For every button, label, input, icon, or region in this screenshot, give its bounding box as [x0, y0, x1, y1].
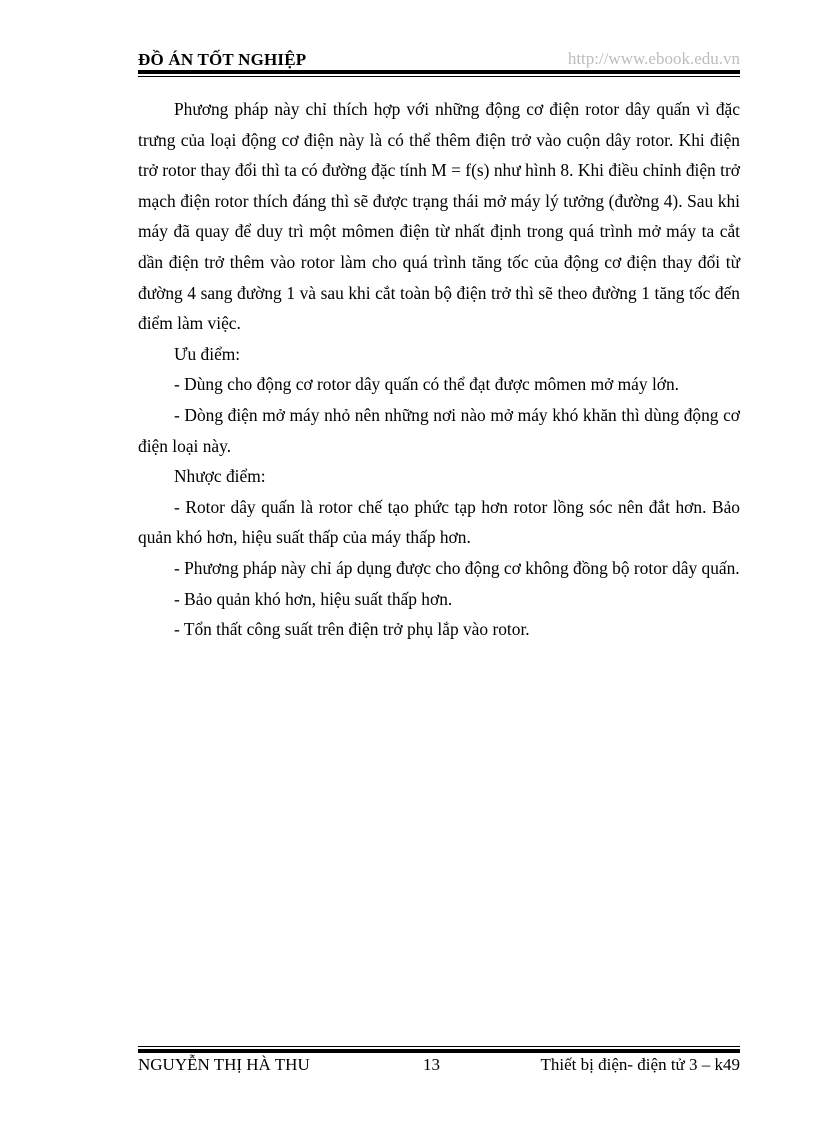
footer-course: Thiết bị điện- điện tử 3 – k49 — [540, 1055, 740, 1074]
footer-rule-thin — [138, 1046, 740, 1047]
disadvantage-item: - Rotor dây quấn là rotor chế tạo phức tạp hơn rotor lồng sóc nên đắt hơn. Bảo quản khó hơn, hiệu suất thấp của máy thấp hơn. — [138, 496, 740, 548]
disadvantage-item: - Bảo quản khó hơn, hiệu suất thấp hơn. — [174, 588, 453, 609]
footer-page-number: 13 — [423, 1055, 440, 1074]
header-rule-thin — [138, 76, 740, 77]
intro-paragraph: Phương pháp này chỉ thích hợp với những động cơ điện rotor dây quấn vì đặc trưng của loại động cơ điện này là có thể thêm điện trở vào cuộn dây rotor. Khi điện trở rotor thay đổi thì ta có đường đặc tính M = f(s) như hình 8. Khi điều chỉnh điện trở mạch điện rotor thích đáng thì sẽ được trạng thái mở máy lý tưởng (đường 4). Sau khi máy đã quay để duy trì một mômen điện từ nhất định trong quá trình mở máy ta cắt dần điện trở thêm vào rotor làm cho quá trình tăng tốc của động cơ điện thay đổi từ đường 4 sang đường 1 và sau khi cắt toàn bộ điện trở thì sẽ theo đường 1 tăng tốc đến điểm làm việc. — [138, 99, 740, 334]
advantages-label: Ưu điểm: — [174, 343, 241, 364]
disadvantage-item: - Tổn thất công suất trên điện trở phụ lắp vào rotor. — [174, 619, 530, 640]
advantage-item: - Dòng điện mở máy nhỏ nên những nơi nào mở máy khó khăn thì dùng động cơ điện loại này. — [138, 404, 740, 456]
page-footer — [138, 1051, 740, 1075]
document-body — [138, 94, 740, 645]
header-url-watermark: http://www.ebook.edu.vn — [567, 49, 740, 68]
header-title: ĐỒ ÁN TỐT NGHIỆP — [138, 50, 307, 69]
page-header — [138, 46, 740, 72]
disadvantages-label: Nhược điểm: — [174, 466, 266, 487]
advantage-item: - Dùng cho động cơ rotor dây quấn có thể đạt được mômen mở máy lớn. — [174, 374, 680, 395]
header-rule-thick — [138, 70, 740, 74]
footer-author: NGUYỄN THỊ HÀ THU — [138, 1055, 310, 1074]
disadvantage-item: - Phương pháp này chỉ áp dụng được cho động cơ không đồng bộ rotor dây quấn. — [174, 557, 740, 578]
